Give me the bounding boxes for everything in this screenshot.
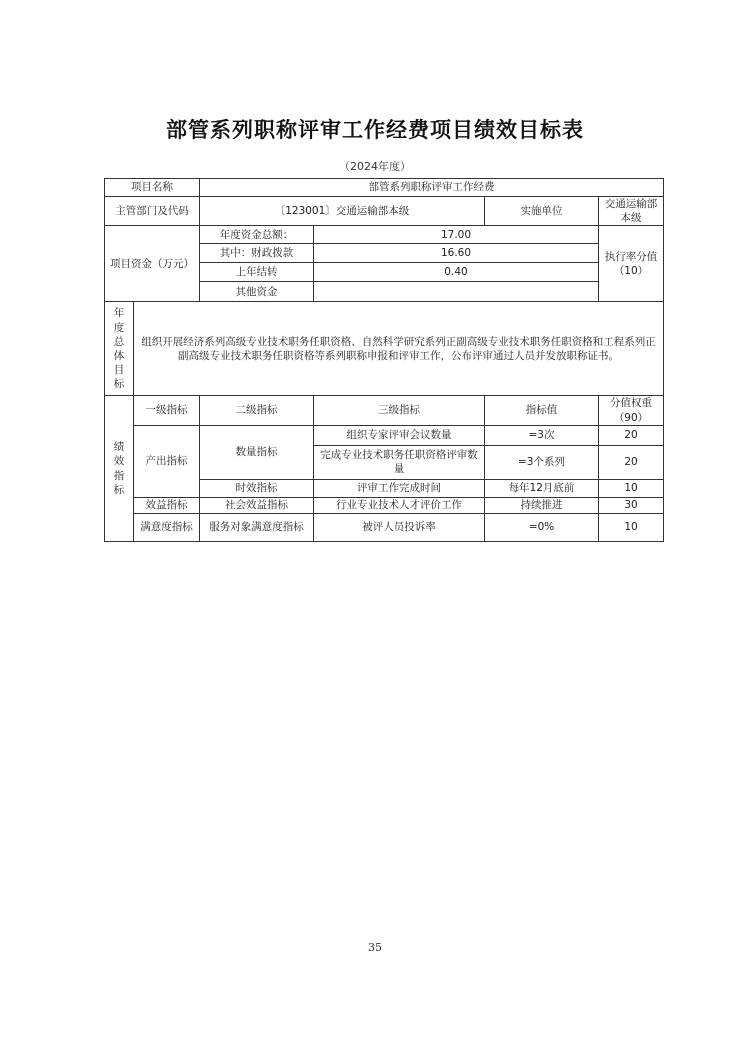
funds-fiscal-label: 其中：财政拨款 [200, 244, 314, 263]
funds-carryover-value: 0.40 [314, 263, 599, 282]
project-name-label: 项目名称 [105, 179, 200, 197]
s1-weight: 10 [599, 513, 664, 541]
satisfaction-indicator-label: 满意度指标 [134, 513, 200, 541]
header-weight: 分值权重（90） [599, 396, 664, 425]
funds-carryover-label: 上年结转 [200, 263, 314, 282]
page-number: 35 [368, 941, 382, 954]
indicators-section-label: 绩效指标 [105, 396, 134, 541]
impl-unit-value: 交通运输部本级 [599, 197, 664, 226]
t1-name: 评审工作完成时间 [314, 479, 485, 497]
header-level1: 一级指标 [134, 396, 200, 425]
header-level2: 二级指标 [200, 396, 314, 425]
funds-other-label: 其他资金 [200, 282, 314, 302]
output-indicator-label: 产出指标 [134, 425, 200, 497]
dept-value: 〔123001〕交通运输部本级 [200, 197, 485, 226]
quantity-indicator-label: 数量指标 [200, 425, 314, 479]
q2-value: =3个系列 [485, 445, 599, 479]
s1-name: 被评人员投诉率 [314, 513, 485, 541]
b1-name: 行业专业技术人才评价工作 [314, 497, 485, 513]
exec-rate-label: 执行率分值（10） [599, 226, 664, 302]
q1-weight: 20 [599, 425, 664, 445]
b1-weight: 30 [599, 497, 664, 513]
t1-value: 每年12月底前 [485, 479, 599, 497]
s1-value: =0% [485, 513, 599, 541]
q2-name: 完成专业技术职务任职资格评审数量 [314, 445, 485, 479]
b1-value: 持续推进 [485, 497, 599, 513]
performance-target-table [104, 178, 664, 542]
t1-weight: 10 [599, 479, 664, 497]
service-satisfaction-label: 服务对象满意度指标 [200, 513, 314, 541]
annual-goal-label: 年度总体目标 [105, 302, 134, 396]
annual-goal-text: 组织开展经济系列高级专业技术职务任职资格、自然科学研究系列正副高级专业技术职务任职资格和工程系列正副高级专业技术职务任职资格等系列职称申报和评审工作，公布评审通过人员并发放职称证书。 [134, 302, 664, 396]
header-level3: 三级指标 [314, 396, 485, 425]
dept-label: 主管部门及代码 [105, 197, 200, 226]
q1-value: =3次 [485, 425, 599, 445]
q2-weight: 20 [599, 445, 664, 479]
social-benefit-label: 社会效益指标 [200, 497, 314, 513]
impl-unit-label: 实施单位 [485, 197, 599, 226]
page-title: 部管系列职称评审工作经费项目绩效目标表 [166, 118, 584, 142]
funds-label: 项目资金（万元） [105, 226, 200, 302]
q1-name: 组织专家评审会议数量 [314, 425, 485, 445]
funds-fiscal-value: 16.60 [314, 244, 599, 263]
benefit-indicator-label: 效益指标 [134, 497, 200, 513]
project-name-value: 部管系列职称评审工作经费 [200, 179, 664, 197]
funds-total-value: 17.00 [314, 226, 599, 244]
funds-other-value [314, 282, 599, 302]
funds-total-label: 年度资金总额： [200, 226, 314, 244]
year-label: （2024年度） [339, 160, 411, 173]
header-value: 指标值 [485, 396, 599, 425]
timeliness-indicator-label: 时效指标 [200, 479, 314, 497]
